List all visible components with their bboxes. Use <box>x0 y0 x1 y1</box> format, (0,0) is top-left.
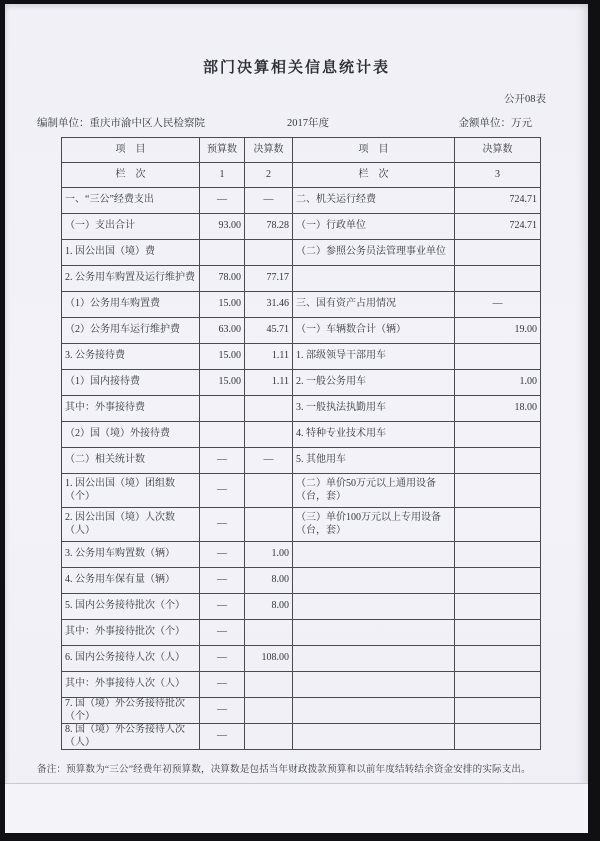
final-cell <box>245 672 293 698</box>
table-row <box>62 594 541 620</box>
page-title: 部门决算相关信息统计表 <box>202 60 390 76</box>
final-cell: 108.00 <box>245 646 293 672</box>
budget-cell: 15.00 <box>200 370 245 396</box>
amount-unit: 金额单位：万元 <box>458 118 532 129</box>
table-row <box>62 474 541 508</box>
final-cell <box>245 620 293 646</box>
colindex-1: 1 <box>200 163 245 188</box>
final-cell: 45.71 <box>245 318 293 344</box>
table-row <box>62 240 541 266</box>
value-cell <box>455 508 541 542</box>
final-cell: 31.46 <box>245 292 293 318</box>
table-row <box>62 188 541 214</box>
item-cell-left: 3. 公务用车购置数（辆） <box>62 542 200 568</box>
budget-cell <box>200 240 245 266</box>
table-row <box>62 370 541 396</box>
value-cell <box>455 620 541 646</box>
item-cell-left: 2. 公务用车购置及运行维护费 <box>62 266 200 292</box>
table-row <box>62 646 541 672</box>
budget-cell: — <box>200 188 245 214</box>
item-cell-left: 5. 国内公务接待批次（个） <box>62 594 200 620</box>
item-cell-right: 二、机关运行经费 <box>293 188 455 214</box>
table-row <box>62 568 541 594</box>
item-cell-left: 其中：外事接待费 <box>62 396 200 422</box>
value-cell <box>455 724 541 750</box>
final-cell: 1.11 <box>245 370 293 396</box>
value-cell: 1.00 <box>455 370 541 396</box>
item-cell-right: （二）单价50万元以上通用设备（台，套） <box>293 474 455 508</box>
table-row <box>62 422 541 448</box>
item-cell-left: （一）支出合计 <box>62 214 200 240</box>
value-cell <box>455 422 541 448</box>
item-cell-left: 8. 国（境）外公务接待人次（人） <box>62 724 200 750</box>
budget-cell: — <box>200 448 245 474</box>
final-cell <box>245 698 293 724</box>
value-cell <box>455 672 541 698</box>
footer-note: 备注：预算数为“三公”经费年初预算数，决算数是包括当年财政拨款预算和以前年度结转结余资金安排的实际支出。 <box>37 765 531 775</box>
budget-cell <box>200 396 245 422</box>
item-cell-left: 1. 因公出国（境）费 <box>62 240 200 266</box>
item-cell-right: 2. 一般公务用车 <box>293 370 455 396</box>
colindex-2: 2 <box>245 163 293 188</box>
value-cell <box>455 594 541 620</box>
final-cell: 78.28 <box>245 214 293 240</box>
value-cell <box>455 240 541 266</box>
table-row <box>62 672 541 698</box>
item-cell-right: 3. 一般执法执勤用车 <box>293 396 455 422</box>
item-cell-left: 6. 国内公务接待人次（人） <box>62 646 200 672</box>
header-item-left: 项 目 <box>62 138 200 163</box>
item-cell-left: （二）相关统计数 <box>62 448 200 474</box>
item-cell-left: 其中：外事接待批次（个） <box>62 620 200 646</box>
final-cell: — <box>245 448 293 474</box>
final-cell <box>245 724 293 750</box>
table-row <box>62 266 541 292</box>
value-cell <box>455 568 541 594</box>
colindex-3: 3 <box>455 163 541 188</box>
budget-cell: — <box>200 646 245 672</box>
value-cell: 19.00 <box>455 318 541 344</box>
final-cell <box>245 396 293 422</box>
table-row <box>62 448 541 474</box>
budget-cell: — <box>200 508 245 542</box>
form-code: 公开08表 <box>504 94 546 105</box>
item-cell-left: 1. 因公出国（境）团组数（个） <box>62 474 200 508</box>
value-cell: 724.71 <box>455 214 541 240</box>
prep-unit: 编制单位：重庆市渝中区人民检察院 <box>37 118 205 129</box>
table-row <box>62 344 541 370</box>
budget-cell: 15.00 <box>200 344 245 370</box>
item-cell-right: 三、国有资产占用情况 <box>293 292 455 318</box>
item-cell-left: （2）国（境）外接待费 <box>62 422 200 448</box>
stats-table <box>61 137 541 750</box>
item-cell-left: （1）国内接待费 <box>62 370 200 396</box>
value-cell <box>455 266 541 292</box>
item-cell-right: （二）参照公务员法管理事业单位 <box>293 240 455 266</box>
item-cell-right: （一）车辆数合计（辆） <box>293 318 455 344</box>
budget-cell: — <box>200 620 245 646</box>
budget-cell: 78.00 <box>200 266 245 292</box>
budget-cell: 15.00 <box>200 292 245 318</box>
value-cell: 724.71 <box>455 188 541 214</box>
value-cell: — <box>455 292 541 318</box>
colindex-lanci-left: 栏 次 <box>62 163 200 188</box>
final-cell <box>245 474 293 508</box>
item-cell-right <box>293 724 455 750</box>
item-cell-left: 一、“三公”经费支出 <box>62 188 200 214</box>
budget-cell: — <box>200 568 245 594</box>
item-cell-left: 4. 公务用车保有量（辆） <box>62 568 200 594</box>
item-cell-right <box>293 542 455 568</box>
table-row <box>62 318 541 344</box>
final-cell: 8.00 <box>245 594 293 620</box>
budget-cell: 63.00 <box>200 318 245 344</box>
table-row <box>62 724 541 750</box>
value-cell <box>455 344 541 370</box>
item-cell-right <box>293 698 455 724</box>
item-cell-right <box>293 620 455 646</box>
table-row <box>62 214 541 240</box>
final-cell: 8.00 <box>245 568 293 594</box>
value-cell: 18.00 <box>455 396 541 422</box>
final-cell: 1.11 <box>245 344 293 370</box>
item-cell-right: 4. 特种专业技术用车 <box>293 422 455 448</box>
final-cell <box>245 422 293 448</box>
meta-line <box>37 115 532 131</box>
table-row <box>62 542 541 568</box>
paper-below-fold <box>5 784 588 833</box>
budget-cell: — <box>200 698 245 724</box>
value-cell <box>455 474 541 508</box>
table-header-row <box>62 138 541 163</box>
item-cell-left: （2）公务用车运行维护费 <box>62 318 200 344</box>
value-cell <box>455 542 541 568</box>
budget-cell <box>200 422 245 448</box>
value-cell <box>455 698 541 724</box>
final-cell <box>245 240 293 266</box>
item-cell-right <box>293 672 455 698</box>
final-cell <box>245 508 293 542</box>
item-cell-left: 3. 公务接待费 <box>62 344 200 370</box>
item-cell-right: （一）行政单位 <box>293 214 455 240</box>
budget-cell: 93.00 <box>200 214 245 240</box>
header-item-right: 项 目 <box>293 138 455 163</box>
item-cell-left: 其中：外事接待人次（人） <box>62 672 200 698</box>
item-cell-right <box>293 266 455 292</box>
table-row <box>62 508 541 542</box>
item-cell-right <box>293 568 455 594</box>
header-final-right: 决算数 <box>455 138 541 163</box>
table-row <box>62 292 541 318</box>
fiscal-year: 2017年度 <box>287 118 329 129</box>
budget-cell: — <box>200 724 245 750</box>
item-cell-right <box>293 594 455 620</box>
colindex-lanci-right: 栏 次 <box>293 163 455 188</box>
header-budget: 预算数 <box>200 138 245 163</box>
value-cell <box>455 646 541 672</box>
table-row <box>62 698 541 724</box>
item-cell-left: （1）公务用车购置费 <box>62 292 200 318</box>
item-cell-right: 1. 部级领导干部用车 <box>293 344 455 370</box>
item-cell-right: 5. 其他用车 <box>293 448 455 474</box>
value-cell <box>455 448 541 474</box>
budget-cell: — <box>200 542 245 568</box>
budget-cell: — <box>200 594 245 620</box>
table-row <box>62 396 541 422</box>
table-row <box>62 620 541 646</box>
final-cell: — <box>245 188 293 214</box>
item-cell-left: 2. 因公出国（境）人次数（人） <box>62 508 200 542</box>
budget-cell: — <box>200 672 245 698</box>
item-cell-right <box>293 646 455 672</box>
budget-cell: — <box>200 474 245 508</box>
final-cell: 77.17 <box>245 266 293 292</box>
final-cell: 1.00 <box>245 542 293 568</box>
item-cell-left: 7. 国（境）外公务接待批次（个） <box>62 698 200 724</box>
item-cell-right: （三）单价100万元以上专用设备（台，套） <box>293 508 455 542</box>
scanned-page <box>5 4 588 833</box>
header-final-left: 决算数 <box>245 138 293 163</box>
table-colindex-row <box>62 163 541 188</box>
